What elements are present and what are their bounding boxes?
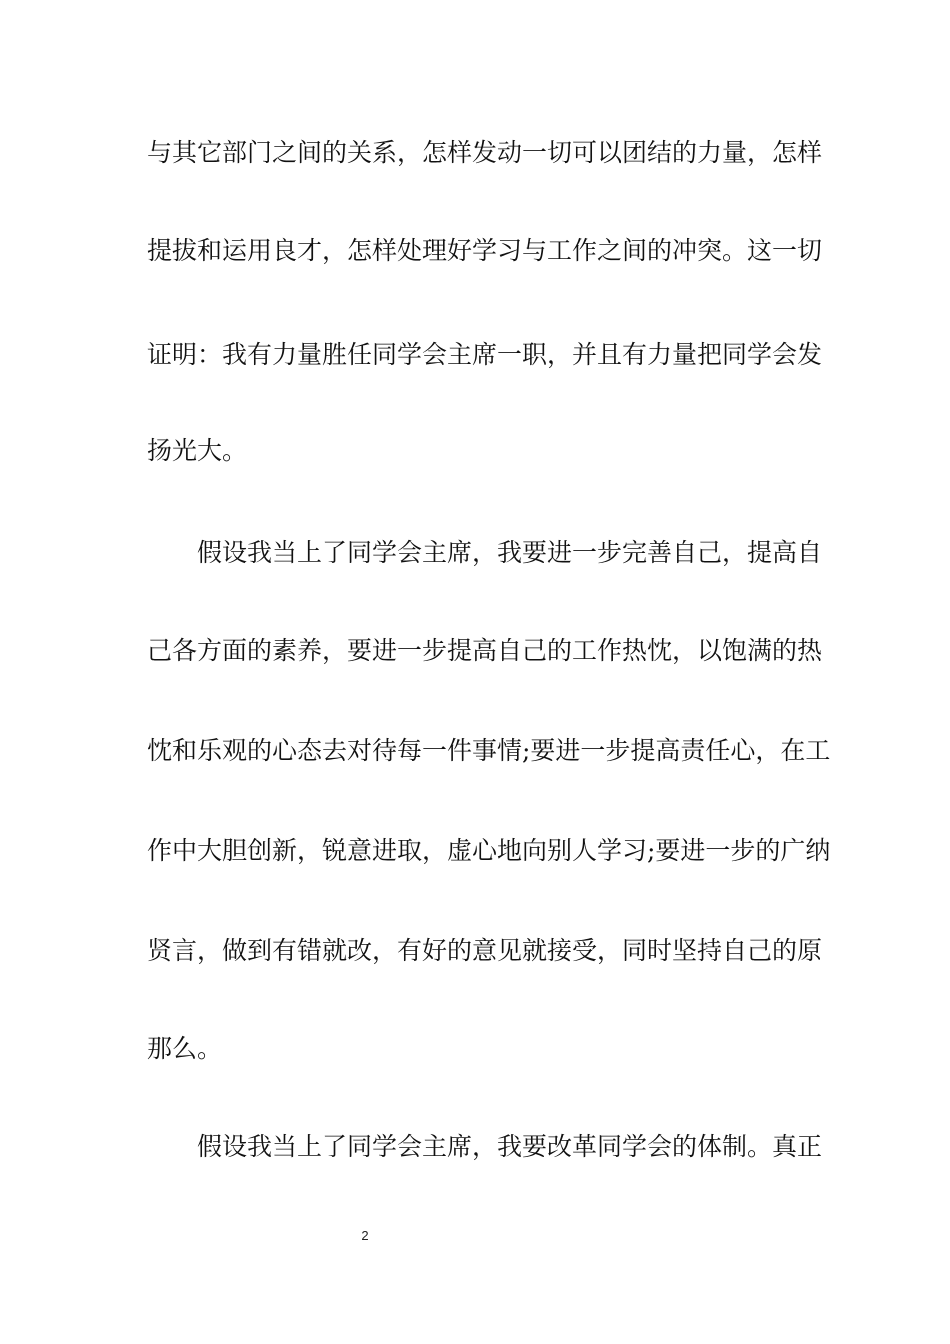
text-line: 提拔和运用良才，怎样处理好学习与工作之间的冲突。这一切 xyxy=(147,236,823,265)
text-line: 假设我当上了同学会主席，我要改革同学会的体制。真正 xyxy=(197,1132,823,1161)
page-number: 2 xyxy=(361,1228,369,1243)
text-line: 忱和乐观的心态去对待每一件事情;要进一步提高责任心，在工 xyxy=(147,736,831,765)
text-line: 证明：我有力量胜任同学会主席一职，并且有力量把同学会发 xyxy=(147,340,823,369)
text-line: 作中大胆创新，锐意进取，虚心地向别人学习;要进一步的广纳 xyxy=(147,836,831,865)
text-line: 与其它部门之间的关系，怎样发动一切可以团结的力量，怎样 xyxy=(147,138,823,167)
text-line: 那么。 xyxy=(147,1034,223,1063)
text-line: 扬光大。 xyxy=(147,436,248,465)
text-line: 己各方面的素养，要进一步提高自己的工作热忱，以饱满的热 xyxy=(147,636,823,665)
text-line: 贤言，做到有错就改，有好的意见就接受，同时坚持自己的原 xyxy=(147,936,823,965)
text-line: 假设我当上了同学会主席，我要进一步完善自己，提高自 xyxy=(197,538,823,567)
